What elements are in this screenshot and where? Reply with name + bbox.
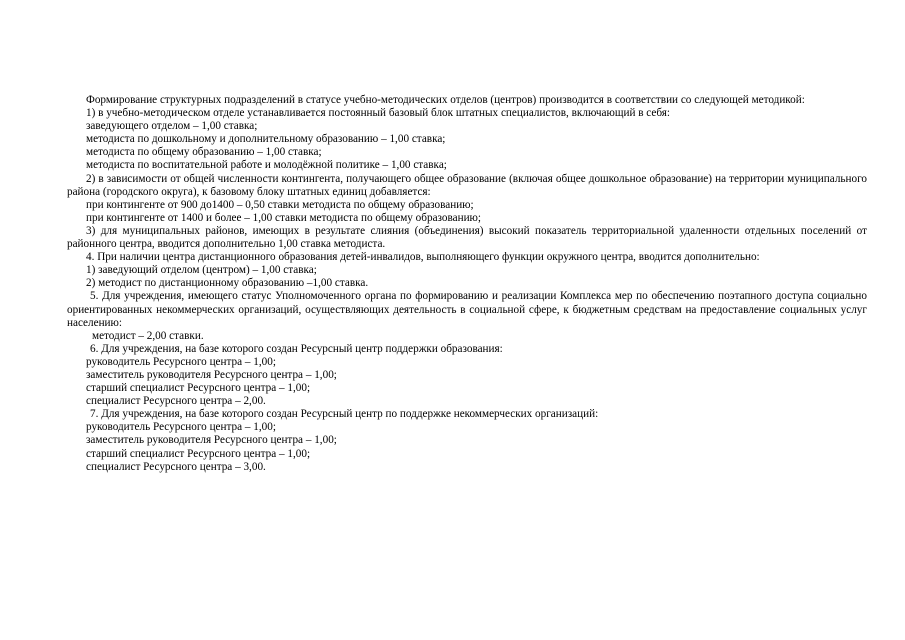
item-1-line: методиста по дошкольному и дополнительному образованию – 1,00 ставка; [86,133,446,146]
item-1-line: методиста по общему образованию – 1,00 ставка; [86,146,322,159]
item-1-line: заведующего отделом – 1,00 ставка; [86,120,258,133]
item-7-line: старший специалист Ресурсного центра – 1,00; [86,447,311,460]
item-2-line: при контингенте от 900 до1400 – 0,50 ставки методиста по общему образованию; [86,198,474,211]
item-4-line: 2) методист по дистанционному образованию –1,00 ставка. [86,277,369,290]
intro-paragraph: Формирование структурных подразделений в статусе учебно-методических отделов (центров) производится в соответствии со следующей методикой: [86,94,805,106]
item-2-line: при контингенте от 1400 и более – 1,00 ставки методиста по общему образованию; [86,211,482,224]
item-7-line: руководитель Ресурсного центра – 1,00; [86,421,276,434]
item-7-heading: 7. Для учреждения, на базе которого создан Ресурсный центр по поддержке некоммерческих организаций: [90,408,599,421]
item-6-line: старший специалист Ресурсного центра – 1,00; [86,382,311,395]
item-7-line: специалист Ресурсного центра – 3,00. [86,460,266,473]
document-page [67,94,867,474]
item-6-line: заместитель руководителя Ресурсного центра – 1,00; [86,368,337,381]
item-5-heading: 5. Для учреждения, имеющего статус Уполномоченного органа по формированию и реализации Комплекса мер по обеспечению поэтапного доступа социально ориентированных некоммерческих организаций, осуществляющих деятельность в социальной сфере, к бюджетным средствам на предоставление социальных услуг населению: [67,290,867,329]
item-4-heading: 4. При наличии центра дистанционного образования детей-инвалидов, выполняющего функции окружного центра, вводится дополнительно: [86,251,760,264]
item-6-heading: 6. Для учреждения, на базе которого создан Ресурсный центр поддержки образования: [90,342,503,355]
item-6-line: специалист Ресурсного центра – 2,00. [86,395,266,408]
item-1-line: методиста по воспитательной работе и молодёжной политике – 1,00 ставка; [86,159,447,172]
item-3-paragraph: 3) для муниципальных районов, имеющих в результате слияния (объединения) высокий показатель территориальной удаленности отдельных поселений от районного центра, вводится дополнительно 1,00 ставка методиста. [67,224,867,251]
item-7-line: заместитель руководителя Ресурсного центра – 1,00; [86,434,337,447]
item-6-line: руководитель Ресурсного центра – 1,00; [86,355,276,368]
item-4-line: 1) заведующий отделом (центром) – 1,00 ставка; [86,264,317,277]
item-5-line: методист – 2,00 ставки. [92,329,204,342]
item-2-heading: 2) в зависимости от общей численности контингента, получающего общее образование (включая общее дошкольное образование) на территории муниципального района (городского округа), к базовому блоку штатных единиц добавляется: [67,172,867,198]
item-1-heading: 1) в учебно-методическом отделе устанавливается постоянный базовый блок штатных специалистов, включающий в себя: [86,107,671,120]
